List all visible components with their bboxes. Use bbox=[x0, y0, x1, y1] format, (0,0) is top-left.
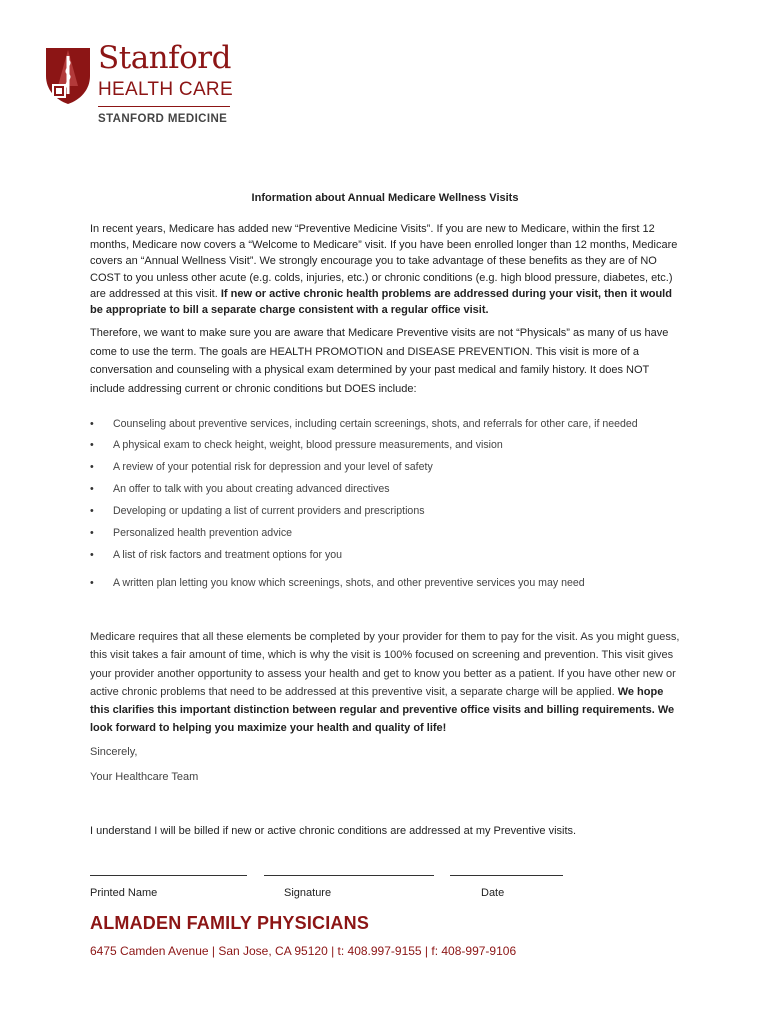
intro-text: In recent years, Medicare has added new “Preventive Medicine Visits”. If you are new to Medicare, within the first 12 months, Medicare now covers a “Welcome to Medicare” visit. If you have been enrolled longer than 12 months, Medicare covers an “Annual Wellness Visit”. We strongly encourage you to take advantage of these benefits as they are of NO COST to you unless other acute (e.g. colds, injuries, etc.) or chronic conditions (e.g. high blood pressure, diabetes, etc.) are addressed at this visit. bbox=[90, 223, 678, 300]
signature-label: Signature bbox=[284, 887, 332, 899]
date-label: Date bbox=[481, 887, 505, 899]
list-item: • A physical exam to check height, weight, blood pressure measurements, and vision bbox=[90, 437, 682, 453]
date-field[interactable] bbox=[450, 875, 563, 876]
brand-divider bbox=[98, 106, 230, 107]
intro-bold-text: If new or active chronic health problems are addressed during your visit, then it would be appropriate to bill a separate charge consistent with a regular office visit. bbox=[90, 287, 672, 317]
list-item: • A written plan letting you know which screenings, shots, and other preventive services you may need bbox=[90, 575, 682, 591]
list-item: • Personalized health prevention advice bbox=[90, 525, 682, 541]
services-list bbox=[90, 416, 682, 591]
practice-name: ALMADEN FAMILY PHYSICIANS bbox=[90, 913, 370, 933]
acknowledgement-statement: I understand I will be billed if new or active chronic conditions are addressed at my Preventive visits. bbox=[90, 825, 577, 837]
practice-address: 6475 Camden Avenue | San Jose, CA 95120 | t: 408.997-9155 | f: 408-997-9106 bbox=[90, 944, 517, 958]
preventive-paragraph: Therefore, we want to make sure you are aware that Medicare Preventive visits are not “Physicals” as many of us have come to use the term. The goals are HEALTH PROMOTION and DISEASE PREVENTION. This visit is more of a conversation and counseling with a physical exam determined by your past medical and family history. It does NOT include addressing current or chronic conditions but DOES include: bbox=[90, 327, 669, 395]
intro-paragraph bbox=[90, 221, 682, 318]
letter-title: Information about Annual Medicare Wellness Visits bbox=[251, 192, 519, 204]
stanford-shield-icon bbox=[44, 46, 92, 106]
stanford-health-care-logo bbox=[44, 40, 244, 134]
printed-name-field[interactable] bbox=[90, 875, 247, 876]
list-item: • A list of risk factors and treatment options for you bbox=[90, 547, 682, 563]
billing-bold-text: We hope this clarifies this important distinction between regular and preventive office visits and billing requirements. We look forward to helping you maximize your health and quality of life! bbox=[90, 685, 675, 735]
brand-name: Stanford bbox=[98, 40, 231, 76]
list-item: • Counseling about preventive services, including certain screenings, shots, and referrals for other care, if needed bbox=[90, 416, 682, 432]
brand-affiliation: STANFORD MEDICINE bbox=[98, 113, 228, 125]
list-item: • Developing or updating a list of current providers and prescriptions bbox=[90, 503, 682, 519]
brand-subtitle: HEALTH CARE bbox=[98, 79, 233, 100]
signature-field[interactable] bbox=[264, 875, 434, 876]
printed-name-label: Printed Name bbox=[90, 887, 158, 899]
signoff: Your Healthcare Team bbox=[90, 771, 199, 783]
list-item: • An offer to talk with you about creating advanced directives bbox=[90, 481, 682, 497]
list-item: • A review of your potential risk for depression and your level of safety bbox=[90, 459, 682, 475]
closing: Sincerely, bbox=[90, 746, 138, 758]
billing-text: Medicare requires that all these elements be completed by your provider for them to pay for the visit. As you might guess, this visit takes a fair amount of time, which is why the visit is 100% focused on screening and prevention. This visit gives your provider another opportunity to assess your health and get to know you better as a patient. If you have other new or active chronic problems that need to be addressed at this preventive visit, a separate charge will be applied. bbox=[90, 631, 680, 698]
billing-paragraph bbox=[90, 628, 682, 738]
